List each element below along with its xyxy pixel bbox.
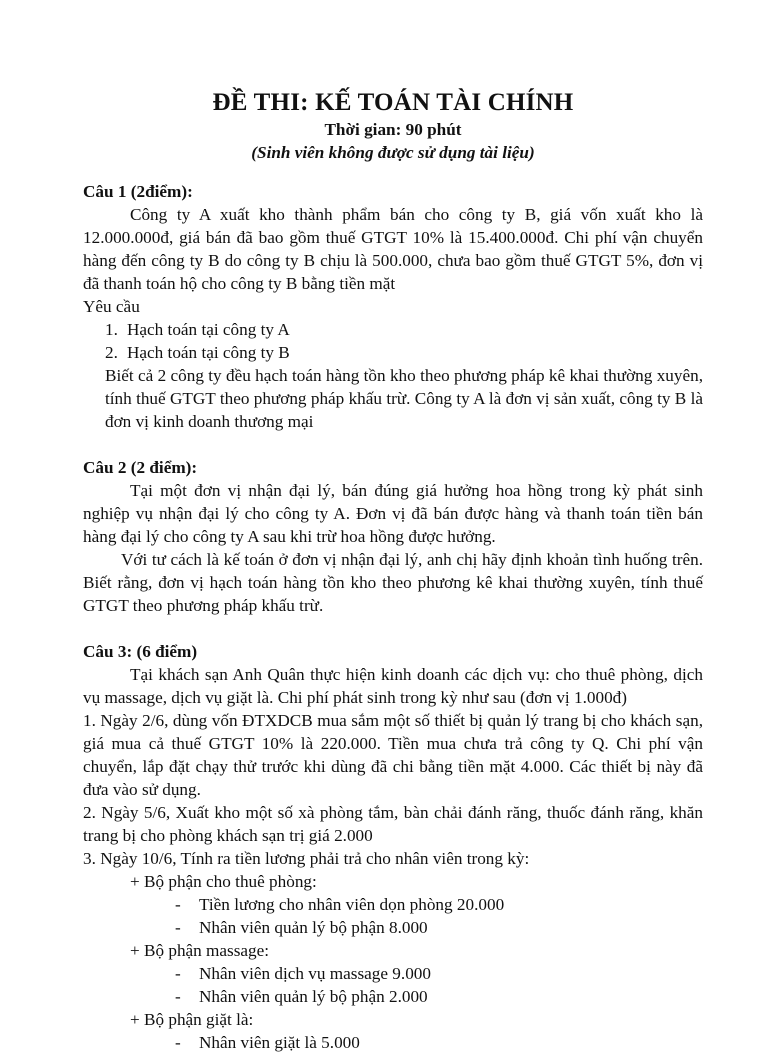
list-item (83, 962, 703, 985)
list-number: 1. (105, 320, 118, 339)
question-3-item-1: 1. Ngày 2/6, dùng vốn ĐTXDCB mua sắm một số thiết bị quản lý trang bị cho khách sạn, giá mua cả thuế GTGT 10% là 220.000. Tiền mua chưa trả công ty Q. Chi phí vận chuyển, lắp đặt chạy thử trước khi dùng đã chi bằng tiền mặt 4.000. Các thiết bị này đã đưa vào sử dụng. (83, 711, 703, 799)
exam-note: (Sinh viên không được sử dụng tài liệu) (251, 143, 535, 162)
list-number: 2. (105, 343, 118, 362)
question-3-intro: Tại khách sạn Anh Quân thực hiện kinh doanh các dịch vụ: cho thuê phòng, dịch vụ massage, dịch vụ giặt là. Chi phí phát sinh trong kỳ như sau (đơn vị 1.000đ) (83, 665, 703, 707)
list-item (83, 893, 703, 916)
department-laundry: + Bộ phận giặt là: (130, 1010, 254, 1029)
dash-bullet: - (175, 918, 181, 937)
list-item (83, 985, 703, 1008)
question-1-heading: Câu 1 (2điểm): (83, 182, 193, 201)
list-text: Nhân viên quản lý bộ phận 8.000 (199, 918, 428, 937)
list-text: Hạch toán tại công ty B (127, 343, 290, 362)
question-1-requirement-label: Yêu cầu (83, 297, 140, 316)
list-item (83, 341, 703, 364)
question-2-heading: Câu 2 (2 điểm): (83, 458, 198, 477)
exam-duration: Thời gian: 90 phút (324, 120, 462, 139)
question-3-item-3: 3. Ngày 10/6, Tính ra tiền lương phải trả cho nhân viên trong kỳ: (83, 849, 530, 868)
list-text: Tiền lương cho nhân viên dọn phòng 20.000 (199, 895, 505, 914)
question-1-note: Biết cả 2 công ty đều hạch toán hàng tồn kho theo phương pháp kê khai thường xuyên, tính thuế GTGT theo phương pháp khấu trừ. Công ty A là đơn vị sản xuất, công ty B là đơn vị kinh doanh thương mại (105, 366, 703, 431)
dash-bullet: - (175, 964, 181, 983)
list-text: Nhân viên giặt là 5.000 (199, 1033, 360, 1052)
department-massage: + Bộ phận massage: (130, 941, 270, 960)
question-2-paragraph-1: Tại một đơn vị nhận đại lý, bán đúng giá hưởng hoa hồng trong kỳ phát sinh nghiệp vụ nhận đại lý cho công ty A. Đơn vị đã bán được hàng và thanh toán tiền bán hàng đại lý cho công ty A sau khi trừ hoa hồng được hưởng. (83, 481, 703, 546)
exam-title: ĐỀ THI: KẾ TOÁN TÀI CHÍNH (212, 89, 574, 116)
question-1-intro: Công ty A xuất kho thành phẩm bán cho công ty B, giá vốn xuất kho là 12.000.000đ, giá bán đã bao gồm thuế GTGT 10% là 15.400.000đ. Chi phí vận chuyển hàng đến công ty B do công ty B chịu là 500.000, chưa bao gồm thuế GTGT 5%, đơn vị đã thanh toán hộ cho công ty B bằng tiền mặt (83, 205, 703, 293)
dash-bullet: - (175, 895, 181, 914)
list-text: Nhân viên dịch vụ massage 9.000 (199, 964, 431, 983)
list-item (83, 318, 703, 341)
question-3-item-2: 2. Ngày 5/6, Xuất kho một số xà phòng tắm, bàn chải đánh răng, thuốc đánh răng, khăn trang bị cho phòng khách sạn trị giá 2.000 (83, 803, 703, 845)
dash-bullet: - (175, 1033, 181, 1052)
list-text: Nhân viên quản lý bộ phận 2.000 (199, 987, 428, 1006)
question-3-heading: Câu 3: (6 điểm) (83, 642, 198, 661)
list-item (83, 1031, 703, 1054)
list-text: Hạch toán tại công ty A (127, 320, 290, 339)
exam-content (83, 88, 703, 1054)
question-2-paragraph-2: Với tư cách là kế toán ở đơn vị nhận đại lý, anh chị hãy định khoản tình huống trên. Biết rằng, đơn vị hạch toán hàng tồn kho theo phương kê khai thường xuyên, tính thuế GTGT theo phương pháp khấu trừ. (83, 550, 703, 615)
dash-bullet: - (175, 987, 181, 1006)
list-item (83, 916, 703, 939)
department-rooms: + Bộ phận cho thuê phòng: (130, 872, 317, 891)
question-1-requirements (83, 318, 703, 364)
